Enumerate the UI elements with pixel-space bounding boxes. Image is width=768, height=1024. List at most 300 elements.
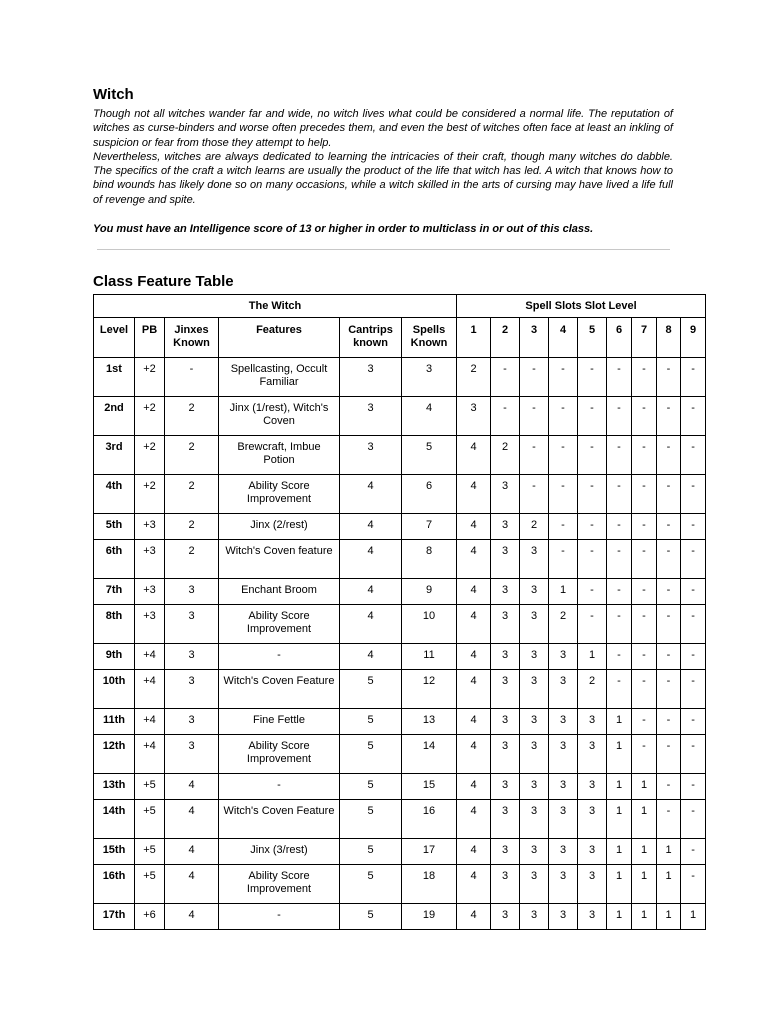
table-row xyxy=(94,800,706,839)
cell-slot-2: 3 xyxy=(491,579,520,605)
cell-slot-8: - xyxy=(657,670,681,709)
cell-slot-3: 3 xyxy=(520,605,549,644)
cell-slot-1: 4 xyxy=(457,904,491,930)
cell-slot-9: - xyxy=(681,540,706,579)
cell-slot-8: - xyxy=(657,475,681,514)
cell-cantrips-known: 5 xyxy=(340,670,402,709)
group-header-the-witch: The Witch xyxy=(94,295,457,318)
cell-jinxes-known: 3 xyxy=(165,644,219,670)
cell-slot-7: 1 xyxy=(632,865,657,904)
table-row xyxy=(94,709,706,735)
cell-level: 7th xyxy=(94,579,135,605)
column-header-slot-6: 6 xyxy=(607,318,632,358)
column-header-slot-4: 4 xyxy=(549,318,578,358)
cell-slot-7: - xyxy=(632,514,657,540)
class-feature-table xyxy=(93,294,706,930)
cell-slot-6: 1 xyxy=(607,774,632,800)
cell-slot-5: - xyxy=(578,579,607,605)
cell-slot-6: - xyxy=(607,397,632,436)
cell-slot-2: 3 xyxy=(491,839,520,865)
cell-slot-7: - xyxy=(632,644,657,670)
cell-spells-known: 19 xyxy=(402,904,457,930)
column-header-features: Features xyxy=(219,318,340,358)
cell-slot-4: 3 xyxy=(549,800,578,839)
table-group-header-row xyxy=(94,295,706,318)
cell-slot-3: 3 xyxy=(520,865,549,904)
cell-slot-5: - xyxy=(578,436,607,475)
cell-features: - xyxy=(219,644,340,670)
cell-slot-6: - xyxy=(607,436,632,475)
table-row xyxy=(94,358,706,397)
cell-slot-2: 3 xyxy=(491,774,520,800)
column-header-slot-8: 8 xyxy=(657,318,681,358)
cell-slot-9: - xyxy=(681,514,706,540)
cell-slot-5: 3 xyxy=(578,839,607,865)
cell-pb: +2 xyxy=(135,358,165,397)
cell-slot-2: 3 xyxy=(491,709,520,735)
cell-slot-8: - xyxy=(657,800,681,839)
cell-slot-9: - xyxy=(681,839,706,865)
cell-slot-4: - xyxy=(549,475,578,514)
table-row xyxy=(94,397,706,436)
cell-jinxes-known: 4 xyxy=(165,865,219,904)
cell-slot-4: 3 xyxy=(549,670,578,709)
table-row xyxy=(94,865,706,904)
table-title: Class Feature Table xyxy=(93,273,234,290)
cell-cantrips-known: 5 xyxy=(340,709,402,735)
table-row xyxy=(94,839,706,865)
table-body xyxy=(94,358,706,930)
cell-slot-8: - xyxy=(657,579,681,605)
cell-slot-7: - xyxy=(632,475,657,514)
cell-slot-1: 4 xyxy=(457,735,491,774)
cell-slot-6: - xyxy=(607,579,632,605)
cell-slot-8: 1 xyxy=(657,839,681,865)
cell-slot-7: 1 xyxy=(632,800,657,839)
cell-features: Witch's Coven feature xyxy=(219,540,340,579)
cell-slot-7: 1 xyxy=(632,904,657,930)
cell-slot-9: - xyxy=(681,475,706,514)
cell-cantrips-known: 4 xyxy=(340,579,402,605)
group-header-spell-slots: Spell Slots Slot Level xyxy=(457,295,706,318)
cell-slot-5: - xyxy=(578,514,607,540)
cell-slot-8: 1 xyxy=(657,904,681,930)
cell-level: 8th xyxy=(94,605,135,644)
cell-spells-known: 7 xyxy=(402,514,457,540)
cell-jinxes-known: - xyxy=(165,358,219,397)
cell-level: 5th xyxy=(94,514,135,540)
cell-slot-1: 4 xyxy=(457,514,491,540)
cell-slot-3: - xyxy=(520,397,549,436)
cell-slot-6: 1 xyxy=(607,800,632,839)
cell-features: Ability Score Improvement xyxy=(219,735,340,774)
cell-jinxes-known: 3 xyxy=(165,579,219,605)
cell-slot-5: 2 xyxy=(578,670,607,709)
cell-slot-6: - xyxy=(607,670,632,709)
cell-pb: +3 xyxy=(135,605,165,644)
cell-features: Ability Score Improvement xyxy=(219,475,340,514)
cell-slot-4: 1 xyxy=(549,579,578,605)
cell-slot-7: - xyxy=(632,540,657,579)
cell-pb: +5 xyxy=(135,800,165,839)
cell-spells-known: 3 xyxy=(402,358,457,397)
cell-slot-1: 4 xyxy=(457,774,491,800)
cell-slot-2: 3 xyxy=(491,670,520,709)
cell-slot-3: 3 xyxy=(520,800,549,839)
cell-slot-5: 3 xyxy=(578,865,607,904)
cell-slot-2: 2 xyxy=(491,436,520,475)
cell-slot-2: - xyxy=(491,397,520,436)
cell-slot-7: - xyxy=(632,436,657,475)
cell-cantrips-known: 4 xyxy=(340,605,402,644)
cell-slot-4: 3 xyxy=(549,735,578,774)
cell-slot-6: 1 xyxy=(607,735,632,774)
cell-level: 17th xyxy=(94,904,135,930)
cell-slot-3: 3 xyxy=(520,839,549,865)
cell-spells-known: 15 xyxy=(402,774,457,800)
cell-features: Jinx (2/rest) xyxy=(219,514,340,540)
cell-features: Ability Score Improvement xyxy=(219,865,340,904)
cell-jinxes-known: 2 xyxy=(165,540,219,579)
cell-jinxes-known: 3 xyxy=(165,605,219,644)
cell-slot-2: 3 xyxy=(491,865,520,904)
cell-slot-1: 2 xyxy=(457,358,491,397)
cell-slot-4: 3 xyxy=(549,774,578,800)
table-row xyxy=(94,644,706,670)
cell-pb: +5 xyxy=(135,774,165,800)
cell-slot-2: 3 xyxy=(491,904,520,930)
cell-slot-8: 1 xyxy=(657,865,681,904)
cell-pb: +6 xyxy=(135,904,165,930)
cell-slot-7: - xyxy=(632,709,657,735)
multiclass-requirement: You must have an Intelligence score of 13 or higher in order to multiclass in or out of this class. xyxy=(93,223,594,235)
cell-slot-9: - xyxy=(681,800,706,839)
cell-slot-1: 4 xyxy=(457,475,491,514)
cell-slot-7: - xyxy=(632,605,657,644)
table-row xyxy=(94,735,706,774)
intro-text xyxy=(93,107,673,207)
table-row xyxy=(94,605,706,644)
column-header-slot-1: 1 xyxy=(457,318,491,358)
cell-pb: +4 xyxy=(135,644,165,670)
cell-level: 11th xyxy=(94,709,135,735)
cell-slot-1: 4 xyxy=(457,709,491,735)
cell-slot-4: - xyxy=(549,358,578,397)
table-row xyxy=(94,904,706,930)
column-header-slot-3: 3 xyxy=(520,318,549,358)
cell-jinxes-known: 2 xyxy=(165,475,219,514)
column-header-slot-5: 5 xyxy=(578,318,607,358)
cell-slot-7: 1 xyxy=(632,839,657,865)
cell-spells-known: 4 xyxy=(402,397,457,436)
cell-spells-known: 13 xyxy=(402,709,457,735)
cell-jinxes-known: 3 xyxy=(165,735,219,774)
cell-slot-5: - xyxy=(578,397,607,436)
cell-jinxes-known: 2 xyxy=(165,397,219,436)
cell-features: Spellcasting, Occult Familiar xyxy=(219,358,340,397)
cell-slot-4: - xyxy=(549,514,578,540)
cell-slot-4: 3 xyxy=(549,865,578,904)
cell-jinxes-known: 3 xyxy=(165,709,219,735)
cell-slot-3: 3 xyxy=(520,579,549,605)
column-header-cantrips-known: Cantrips known xyxy=(340,318,402,358)
cell-pb: +2 xyxy=(135,397,165,436)
cell-slot-5: - xyxy=(578,358,607,397)
column-header-slot-7: 7 xyxy=(632,318,657,358)
cell-slot-3: - xyxy=(520,475,549,514)
cell-slot-6: 1 xyxy=(607,865,632,904)
cell-features: Brewcraft, Imbue Potion xyxy=(219,436,340,475)
cell-slot-9: - xyxy=(681,579,706,605)
cell-slot-3: 3 xyxy=(520,904,549,930)
cell-spells-known: 8 xyxy=(402,540,457,579)
cell-slot-2: 3 xyxy=(491,605,520,644)
cell-slot-9: - xyxy=(681,358,706,397)
cell-slot-8: - xyxy=(657,514,681,540)
cell-slot-5: 3 xyxy=(578,800,607,839)
cell-pb: +5 xyxy=(135,839,165,865)
cell-slot-1: 3 xyxy=(457,397,491,436)
cell-spells-known: 12 xyxy=(402,670,457,709)
cell-pb: +4 xyxy=(135,709,165,735)
cell-slot-1: 4 xyxy=(457,579,491,605)
cell-slot-7: - xyxy=(632,670,657,709)
cell-spells-known: 9 xyxy=(402,579,457,605)
cell-cantrips-known: 5 xyxy=(340,800,402,839)
cell-slot-5: - xyxy=(578,605,607,644)
cell-features: - xyxy=(219,904,340,930)
cell-slot-1: 4 xyxy=(457,865,491,904)
cell-slot-4: - xyxy=(549,397,578,436)
column-header-pb: PB xyxy=(135,318,165,358)
cell-slot-3: 3 xyxy=(520,774,549,800)
cell-slot-7: - xyxy=(632,397,657,436)
cell-level: 12th xyxy=(94,735,135,774)
cell-slot-8: - xyxy=(657,605,681,644)
cell-spells-known: 17 xyxy=(402,839,457,865)
cell-spells-known: 6 xyxy=(402,475,457,514)
cell-features: Witch's Coven Feature xyxy=(219,670,340,709)
cell-slot-9: - xyxy=(681,670,706,709)
cell-slot-9: - xyxy=(681,644,706,670)
table-column-header-row xyxy=(94,318,706,358)
cell-features: Fine Fettle xyxy=(219,709,340,735)
cell-level: 9th xyxy=(94,644,135,670)
table-row xyxy=(94,579,706,605)
cell-slot-3: 3 xyxy=(520,644,549,670)
page-title: Witch xyxy=(93,86,134,103)
cell-slot-6: - xyxy=(607,358,632,397)
cell-slot-1: 4 xyxy=(457,644,491,670)
cell-slot-7: 1 xyxy=(632,774,657,800)
cell-jinxes-known: 2 xyxy=(165,436,219,475)
cell-pb: +5 xyxy=(135,865,165,904)
column-header-level: Level xyxy=(94,318,135,358)
cell-slot-4: 3 xyxy=(549,644,578,670)
cell-level: 4th xyxy=(94,475,135,514)
cell-level: 6th xyxy=(94,540,135,579)
cell-slot-8: - xyxy=(657,735,681,774)
cell-jinxes-known: 4 xyxy=(165,800,219,839)
cell-slot-9: - xyxy=(681,774,706,800)
cell-slot-1: 4 xyxy=(457,670,491,709)
cell-jinxes-known: 4 xyxy=(165,904,219,930)
cell-slot-3: 3 xyxy=(520,709,549,735)
cell-slot-3: 2 xyxy=(520,514,549,540)
cell-slot-6: 1 xyxy=(607,839,632,865)
cell-slot-8: - xyxy=(657,436,681,475)
cell-slot-5: 3 xyxy=(578,904,607,930)
cell-level: 10th xyxy=(94,670,135,709)
cell-slot-1: 4 xyxy=(457,605,491,644)
column-header-jinxes-known: Jinxes Known xyxy=(165,318,219,358)
cell-level: 3rd xyxy=(94,436,135,475)
cell-features: Jinx (3/rest) xyxy=(219,839,340,865)
table-row xyxy=(94,540,706,579)
cell-slot-6: - xyxy=(607,540,632,579)
cell-slot-4: - xyxy=(549,436,578,475)
cell-slot-2: 3 xyxy=(491,735,520,774)
cell-slot-1: 4 xyxy=(457,436,491,475)
cell-cantrips-known: 5 xyxy=(340,865,402,904)
table-row xyxy=(94,475,706,514)
cell-slot-3: - xyxy=(520,436,549,475)
cell-slot-9: - xyxy=(681,436,706,475)
table-row xyxy=(94,774,706,800)
cell-slot-7: - xyxy=(632,358,657,397)
cell-pb: +3 xyxy=(135,579,165,605)
cell-slot-1: 4 xyxy=(457,800,491,839)
cell-slot-6: 1 xyxy=(607,904,632,930)
cell-pb: +4 xyxy=(135,670,165,709)
cell-slot-8: - xyxy=(657,709,681,735)
cell-slot-3: - xyxy=(520,358,549,397)
cell-slot-6: 1 xyxy=(607,709,632,735)
cell-features: Jinx (1/rest), Witch's Coven xyxy=(219,397,340,436)
cell-slot-4: 3 xyxy=(549,839,578,865)
cell-cantrips-known: 5 xyxy=(340,774,402,800)
cell-slot-4: 3 xyxy=(549,904,578,930)
cell-level: 1st xyxy=(94,358,135,397)
cell-slot-9: - xyxy=(681,865,706,904)
cell-slot-9: - xyxy=(681,397,706,436)
cell-pb: +2 xyxy=(135,475,165,514)
cell-slot-2: 3 xyxy=(491,514,520,540)
cell-cantrips-known: 5 xyxy=(340,735,402,774)
cell-slot-8: - xyxy=(657,644,681,670)
cell-slot-5: 1 xyxy=(578,644,607,670)
cell-cantrips-known: 4 xyxy=(340,475,402,514)
cell-slot-3: 3 xyxy=(520,540,549,579)
cell-slot-9: - xyxy=(681,735,706,774)
cell-slot-2: 3 xyxy=(491,644,520,670)
cell-slot-6: - xyxy=(607,605,632,644)
cell-slot-7: - xyxy=(632,579,657,605)
cell-slot-2: 3 xyxy=(491,540,520,579)
cell-slot-9: - xyxy=(681,605,706,644)
cell-jinxes-known: 2 xyxy=(165,514,219,540)
cell-cantrips-known: 5 xyxy=(340,839,402,865)
cell-spells-known: 16 xyxy=(402,800,457,839)
cell-slot-8: - xyxy=(657,397,681,436)
cell-pb: +3 xyxy=(135,514,165,540)
cell-cantrips-known: 4 xyxy=(340,644,402,670)
cell-jinxes-known: 4 xyxy=(165,839,219,865)
cell-slot-5: - xyxy=(578,475,607,514)
cell-slot-8: - xyxy=(657,540,681,579)
cell-slot-5: 3 xyxy=(578,735,607,774)
cell-level: 14th xyxy=(94,800,135,839)
cell-slot-6: - xyxy=(607,514,632,540)
cell-slot-6: - xyxy=(607,644,632,670)
cell-level: 16th xyxy=(94,865,135,904)
intro-paragraph-2: Nevertheless, witches are always dedicated to learning the intricacies of their craft, though many witches do dabble. The specifics of the craft a witch learns are usually the product of the life that witch has led. A witch that knows how to bind wounds has likely done so on many occasions, while a witch skilled in the arts of cursing may have lived a life full of revenge and spite. xyxy=(93,150,673,206)
column-header-slot-9: 9 xyxy=(681,318,706,358)
cell-level: 2nd xyxy=(94,397,135,436)
cell-slot-9: 1 xyxy=(681,904,706,930)
cell-slot-5: - xyxy=(578,540,607,579)
table-row xyxy=(94,514,706,540)
cell-slot-2: 3 xyxy=(491,475,520,514)
cell-slot-2: 3 xyxy=(491,800,520,839)
cell-features: Ability Score Improvement xyxy=(219,605,340,644)
cell-cantrips-known: 5 xyxy=(340,904,402,930)
cell-level: 15th xyxy=(94,839,135,865)
cell-pb: +3 xyxy=(135,540,165,579)
table-row xyxy=(94,670,706,709)
cell-slot-8: - xyxy=(657,358,681,397)
cell-pb: +2 xyxy=(135,436,165,475)
cell-level: 13th xyxy=(94,774,135,800)
cell-cantrips-known: 3 xyxy=(340,358,402,397)
cell-spells-known: 5 xyxy=(402,436,457,475)
column-header-slot-2: 2 xyxy=(491,318,520,358)
cell-slot-5: 3 xyxy=(578,709,607,735)
cell-slot-4: - xyxy=(549,540,578,579)
cell-slot-1: 4 xyxy=(457,839,491,865)
cell-slot-2: - xyxy=(491,358,520,397)
cell-slot-8: - xyxy=(657,774,681,800)
cell-cantrips-known: 3 xyxy=(340,436,402,475)
cell-spells-known: 10 xyxy=(402,605,457,644)
cell-features: Enchant Broom xyxy=(219,579,340,605)
table-row xyxy=(94,436,706,475)
cell-cantrips-known: 3 xyxy=(340,397,402,436)
cell-slot-1: 4 xyxy=(457,540,491,579)
cell-slot-7: - xyxy=(632,735,657,774)
cell-slot-4: 3 xyxy=(549,709,578,735)
cell-jinxes-known: 4 xyxy=(165,774,219,800)
cell-slot-5: 3 xyxy=(578,774,607,800)
cell-spells-known: 14 xyxy=(402,735,457,774)
cell-cantrips-known: 4 xyxy=(340,514,402,540)
cell-slot-6: - xyxy=(607,475,632,514)
intro-paragraph-1: Though not all witches wander far and wide, no witch lives what could be considered a normal life. The reputation of witches as curse-binders and worse often precedes them, and even the best of witches often face at least an inkling of suspicion or fear from those they attempt to help. xyxy=(93,108,673,149)
cell-slot-3: 3 xyxy=(520,670,549,709)
cell-features: Witch's Coven Feature xyxy=(219,800,340,839)
column-header-spells-known: Spells Known xyxy=(402,318,457,358)
cell-slot-3: 3 xyxy=(520,735,549,774)
cell-slot-4: 2 xyxy=(549,605,578,644)
cell-pb: +4 xyxy=(135,735,165,774)
cell-features: - xyxy=(219,774,340,800)
cell-spells-known: 18 xyxy=(402,865,457,904)
cell-slot-9: - xyxy=(681,709,706,735)
cell-cantrips-known: 4 xyxy=(340,540,402,579)
horizontal-divider xyxy=(97,249,670,250)
cell-jinxes-known: 3 xyxy=(165,670,219,709)
cell-spells-known: 11 xyxy=(402,644,457,670)
